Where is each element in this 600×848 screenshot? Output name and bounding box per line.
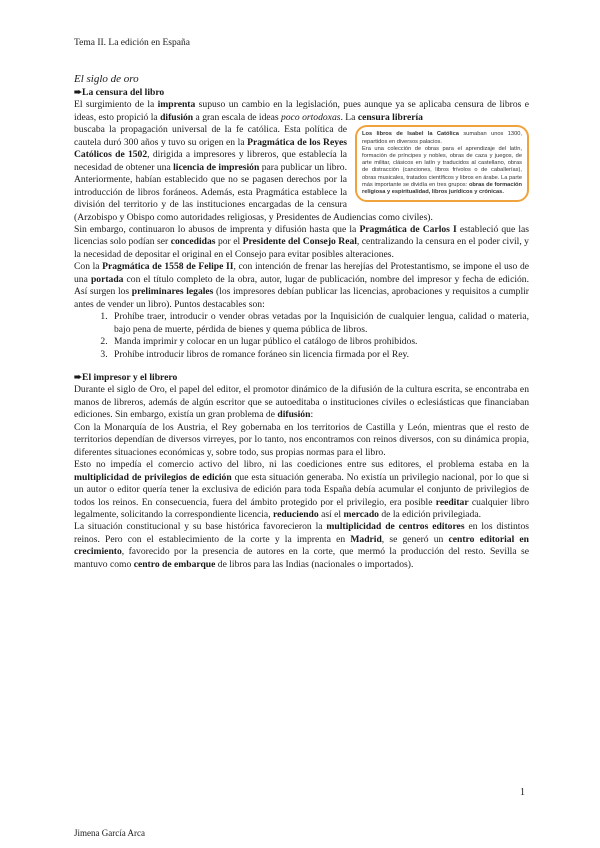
arrow-icon: ➨ <box>74 371 83 383</box>
subheading-impresor: ➨El impresor y el librero <box>74 371 178 383</box>
paragraph-impresor-4: La situación constitucional y su base histórica favorecieron la multiplicidad de centros editores en los distintos reinos. Pero con el establecimiento de la corte y la imprenta en Madrid, se generó un centro editorial en crecimiento, favorecido por la presencia de autores en la corte, que mermó la producción del resto. Sevilla se mantuvo como centro de embarque de libros para las Indias (nacionales o importados). <box>74 521 530 570</box>
paragraph-impresor-2: Con la Monarquía de los Austria, el Rey gobernaba en los territorios de Castilla y León, mientras que el resto de territorios dependían de diversos virreyes, por lo tanto, nos encontramos con reinos diversos, con su dinámica propia, diferentes situaciones económicas y, sobre todo, sus propias normas para el libro. <box>74 421 529 458</box>
paragraph-censura-3: Con la Pragmática de 1558 de Felipe II, con intención de frenar las herejías del Protestantismo, se impone el uso de una portada con el título completo de la obra, autor, lugar de publicación, nombre del impresor y fecha de edición. Así surgen los preliminares legales (los impresores debían publicar las licencias, aprobaciones y requisitos a cumplir antes de vender un libro). Puntos destacables son: <box>74 261 529 310</box>
paragraph-censura-1: El surgimiento de la imprenta supuso un cambio en la legislación, pues aunque ya se aplicaba censura de libros e ideas, esto propició la difusión a gran escala de ideas poco ortodoxas. La censura librería <box>74 99 529 123</box>
subheading-censura: ➨La censura del libro <box>74 87 165 98</box>
page-number: 1 <box>520 787 525 798</box>
author-name: Jimena García Arca <box>74 828 145 838</box>
arrow-icon: ➨ <box>74 87 83 98</box>
content-body: ➨La censura del libro El surgimiento de la imprenta supuso un cambio en la legislación, pues aunque ya se aplicaba censura de libros e ideas, esto propició la difusión a gran escala de ideas poco ortodoxas. La censura librería Los libros de Isabel la Católica sumaban unos 1300, repartidos en diversos palacios. Era una colección de obras para el aprendizaje del latín, formación de príncipes y nobles, obras de caza y juegos, de arte militar, clásicos en latín y traducidos al castellano, obras de distracción (canciones, libros frívolos o de caballerías), obras musicales, tratados científicos y libros en árabe. La parte más importante se dividía en tres grupos: obras de formación religiosa y espiritualidad, libros jurídicos y crónicas. buscaba la propagación universal de la fe católica. Esta política de cautela duró 300 años y tuvo su origen en la Pragmática de los Reyes Católicos de 1502, dirigida a impresores y libreros, que establecía la necesidad de obtener una licencia de impresión para publicar un libro. Anteriormente, habían establecido que no se pagasen derechos por la introducción de libros foráneos. Además, esta Pragmática establece la división del territorio y de las instituciones encargadas de la censura (Arzobispo y Obispo como autoridades religiosas, y Presidentes de Audiencias como civiles). Sin embargo, continuaron lo abusos de imprenta y difusión hasta que la Pragmática de Carlos I estableció que las licencias solo podían ser concedidas por el Presidente del Consejo Real, centralizando la censura en el poder civil, y la necesidad de depositar el original en el Consejo para evitar posibles alteraciones. Con la Pragmática de 1558 de Felipe II, con intención de frenar las herejías del Protestantismo, se impone el uso de una portada con el título completo de la obra, autor, lugar de publicación, nombre del impresor y fecha de edición. Así surgen los preliminares legales (los impresores debían publicar las licencias, aprobaciones y requisitos a cumplir antes de vender un libro). Puntos destacables son: 1. Prohíbe traer, introducir o vender obras vetadas por la Inquisición de cualquier lengua, calidad o materia, bajo pena de muerte, pérdida de bienes y quema pública de libros. 2. Manda imprimir y colocar en un lugar público el catálogo de libros prohibidos. 3. Prohíbe introducir libros de romance foráneo sin licencia firmada por el Rey. ➨El impresor y el librero Durante el siglo de Oro, el papel del editor, el promotor dinámico de la difusión de la cultura escrita, se encontraba en manos de libreros, además de algún escritor que se autoeditaba o instituciones civiles o eclesiásticas que financiaban ediciones. Sin embargo, existía un gran problema de difusión: Con la Monarquía de los Austria, el Rey gobernaba en los territorios de Castilla y León, mientras que el resto de territorios dependían de diversos virreyes, por lo tanto, nos encontramos con reinos diversos, con su dinámica propia, diferentes situaciones económicas y, sobre todo, sus propias normas para el libro. Esto no impedía el comercio activo del libro, ni las coediciones entre sus editores, el problema estaba en la multiplicidad de privilegios de edición que esta situación generaba. No existía un privilegio nacional, por lo que si un autor o editor quería tener la exclusiva de edición para toda España debía acumular el conjunto de privilegios de todos los reinos. En consecuencia, fuera del ámbito protegido por el privilegio, era posible reeditar cualquier libro legalmente, solicitando la correspondiente licencia, reduciendo así el mercado de la edición privilegiada. La situación constitucional y su base histórica favorecieron la multiplicidad de centros editores en los distintos reinos. Pero con el establecimiento de la corte y la imprenta en Madrid, se generó un centro editorial en crecimiento, favorecido por la presencia de autores en la corte, que mermó la producción del resto. Sevilla se mantuvo como centro de embarque de libros para las Indias (nacionales o importados). <box>74 87 529 571</box>
list-item: 2. Manda imprimir y colocar en un lugar público el catálogo de libros prohibidos. <box>110 336 529 348</box>
section-title: El siglo de oro <box>74 73 139 85</box>
section-spacer <box>74 361 529 372</box>
paragraph-impresor-1: Durante el siglo de Oro, el papel del editor, el promotor dinámico de la difusión de la cultura escrita, se encontraba en manos de libreros, además de algún escritor que se autoeditaba o instituciones civiles o eclesiásticas que financiaban ediciones. Sin embargo, existía un gran problema de difusión: <box>74 384 529 421</box>
paragraph-censura-2: Sin embargo, continuaron lo abusos de imprenta y difusión hasta que la Pragmática de Carlos I estableció que las licencias solo podían ser concedidas por el Presidente del Consejo Real, centralizando la censura en el poder civil, y la necesidad de depositar el original en el Consejo para evitar posibles alteraciones. <box>74 223 530 260</box>
list-item: 3. Prohíbe introducir libros de romance foráneo sin licencia firmada por el Rey. <box>110 349 529 361</box>
list-item: 1. Prohíbe traer, introducir o vender obras vetadas por la Inquisición de cualquier lengua, calidad o materia, bajo pena de muerte, pérdida de bienes y quema pública de libros. <box>110 311 529 336</box>
paragraph-impresor-3: Esto no impedía el comercio activo del libro, ni las coediciones entre sus editores, el problema estaba en la multiplicidad de privilegios de edición que esta situación generaba. No existía un privilegio nacional, por lo que si un autor o editor quería tener la exclusiva de edición para toda España debía acumular el conjunto de privilegios de todos los reinos. En consecuencia, fuera del ámbito protegido por el privilegio, era posible reeditar cualquier libro legalmente, solicitando la correspondiente licencia, reduciendo así el mercado de la edición privilegiada. <box>74 459 529 520</box>
isabel-catolica-sidebox: Los libros de Isabel la Católica sumaban unos 1300, repartidos en diversos palacios. Era una colección de obras para el aprendizaje del latín, formación de príncipes y nobles, obras de caza y juegos, de arte militar, clásicos en latín y traducidos al castellano, obras de distracción (canciones, libros frívolos o de caballerías), obras musicales, tratados científicos y libros en árabe. La parte más importante se dividía en tres grupos: obras de formación religiosa y espiritualidad, libros jurídicos y crónicas. <box>355 125 529 202</box>
puntos-destacables-list <box>74 311 529 361</box>
page-header: Tema II. La edición en España <box>74 38 190 48</box>
